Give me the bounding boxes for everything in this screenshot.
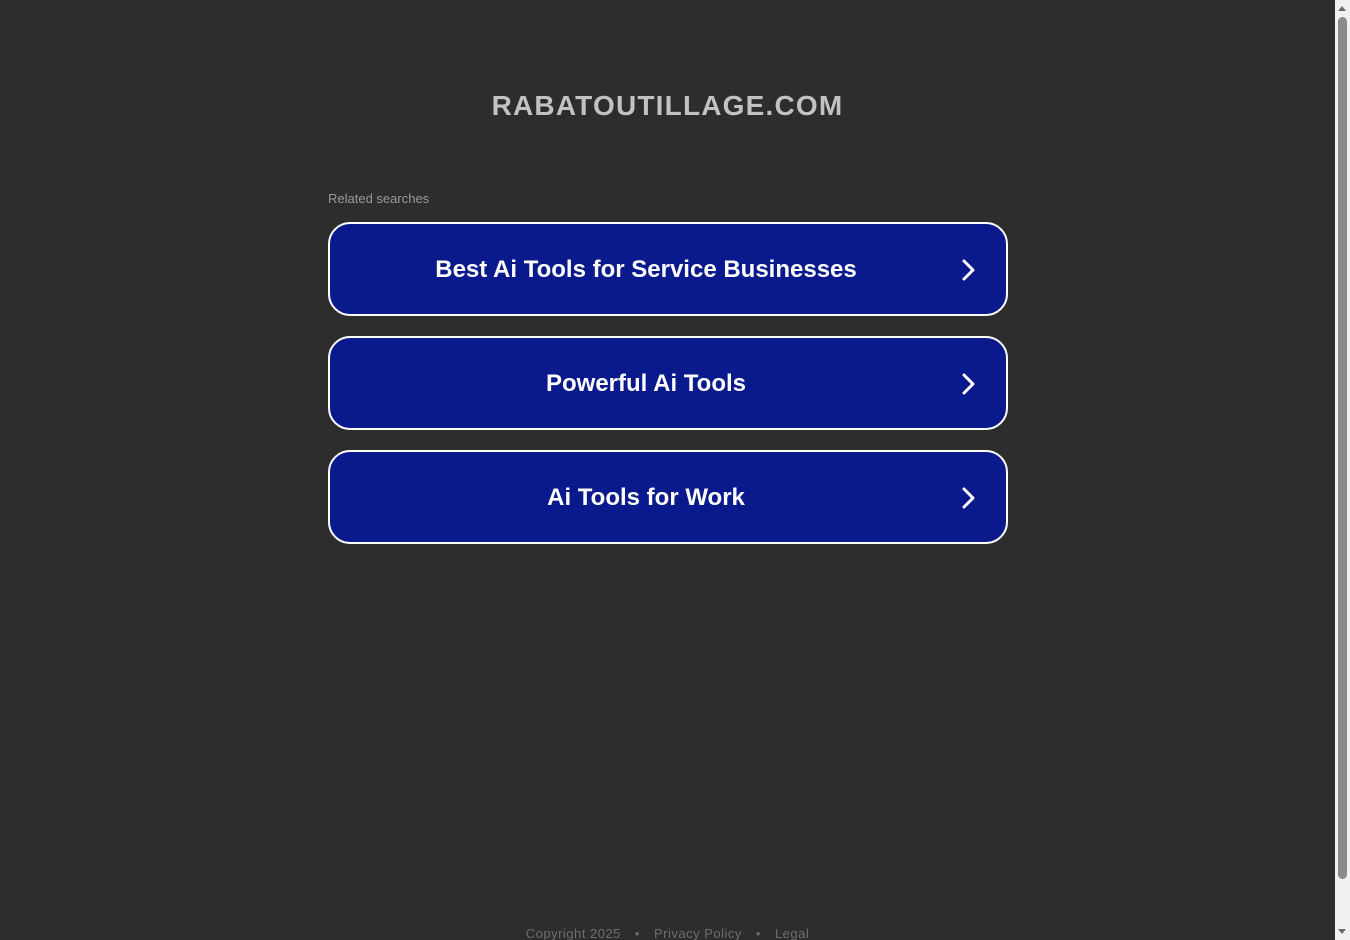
- related-search-label: Ai Tools for Work: [547, 484, 745, 511]
- page-title: RABATOUTILLAGE.COM: [491, 90, 844, 121]
- legal-link[interactable]: Legal: [774, 926, 810, 940]
- related-search-button[interactable]: [328, 450, 1008, 544]
- related-search-label: Powerful Ai Tools: [545, 370, 746, 397]
- related-searches-list: [328, 222, 1008, 564]
- related-search-button[interactable]: [328, 336, 1008, 430]
- chevron-right-icon: [958, 258, 978, 282]
- related-search-button[interactable]: [328, 222, 1008, 316]
- footer-separator: •: [634, 926, 640, 940]
- related-searches-label: Related searches: [328, 191, 430, 206]
- footer: [0, 926, 1335, 940]
- vertical-scrollbar[interactable]: [1335, 0, 1350, 940]
- chevron-right-icon: [958, 486, 978, 510]
- privacy-policy-link[interactable]: Privacy Policy: [653, 926, 742, 940]
- footer-separator: •: [755, 926, 761, 940]
- scroll-up-arrow-icon[interactable]: [1338, 6, 1346, 11]
- chevron-right-icon: [958, 372, 978, 396]
- scrollbar-thumb[interactable]: [1338, 17, 1347, 879]
- scroll-down-arrow-icon[interactable]: [1338, 929, 1346, 934]
- related-search-label: Best Ai Tools for Service Businesses: [435, 256, 857, 283]
- copyright-text: Copyright 2025: [525, 926, 621, 940]
